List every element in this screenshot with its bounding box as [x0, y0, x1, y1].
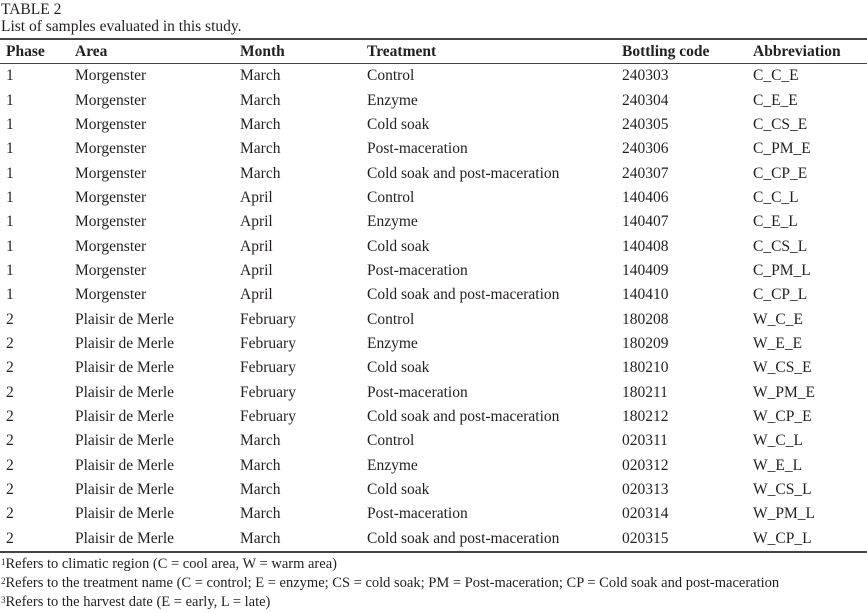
- table-row: [0, 64, 867, 89]
- cell-month: March: [240, 505, 281, 523]
- cell-area: Plaisir de Merle: [75, 432, 175, 450]
- table-row: [0, 210, 867, 234]
- col-header-month: Month: [240, 42, 285, 60]
- table-row: [0, 527, 867, 552]
- cell-treatment: Cold soak and post-maceration: [367, 407, 560, 425]
- cell-phase: 2: [6, 334, 14, 352]
- table-row: [0, 502, 867, 526]
- cell-bottling-code: 020315: [622, 529, 669, 547]
- cell-area: Plaisir de Merle: [75, 529, 175, 547]
- cell-phase: 2: [6, 481, 14, 499]
- cell-bottling-code: 180212: [622, 407, 669, 425]
- cell-phase: 1: [6, 140, 14, 158]
- cell-phase: 2: [6, 310, 14, 328]
- cell-abbreviation: W_CS_L: [753, 481, 812, 499]
- cell-phase: 1: [6, 67, 14, 85]
- cell-area: Plaisir de Merle: [75, 505, 175, 523]
- footnote: [1, 593, 270, 612]
- table-row: [0, 380, 867, 404]
- table-row: [0, 429, 867, 453]
- cell-abbreviation: W_CS_E: [753, 359, 812, 377]
- cell-phase: 1: [6, 91, 14, 109]
- table-row: [0, 113, 867, 137]
- table-row: [0, 454, 867, 478]
- cell-bottling-code: 240304: [622, 91, 669, 109]
- cell-bottling-code: 140410: [622, 286, 669, 304]
- table-title: TABLE 2: [1, 1, 62, 18]
- cell-abbreviation: W_E_E: [753, 334, 803, 352]
- cell-abbreviation: C_CP_L: [753, 286, 808, 304]
- cell-treatment: Post-maceration: [367, 383, 468, 401]
- table-row: [0, 186, 867, 210]
- table-row: [0, 137, 867, 161]
- cell-bottling-code: 240306: [622, 140, 669, 158]
- cell-phase: 1: [6, 188, 14, 206]
- cell-bottling-code: 140408: [622, 237, 669, 255]
- cell-abbreviation: W_PM_E: [753, 383, 815, 401]
- cell-abbreviation: W_CP_E: [753, 407, 812, 425]
- cell-month: February: [240, 407, 296, 425]
- table-row: [0, 161, 867, 185]
- cell-treatment: Cold soak: [367, 237, 430, 255]
- cell-treatment: Cold soak: [367, 115, 430, 133]
- cell-bottling-code: 140407: [622, 213, 669, 231]
- cell-area: Morgenster: [75, 67, 147, 85]
- cell-month: March: [240, 91, 281, 109]
- cell-month: February: [240, 383, 296, 401]
- cell-bottling-code: 180210: [622, 359, 669, 377]
- cell-phase: 1: [6, 115, 14, 133]
- cell-area: Morgenster: [75, 213, 147, 231]
- footnote: [1, 574, 779, 593]
- table-row: [0, 259, 867, 283]
- cell-abbreviation: W_C_E: [753, 310, 803, 328]
- cell-area: Morgenster: [75, 140, 147, 158]
- cell-area: Plaisir de Merle: [75, 359, 175, 377]
- col-header-area: Area: [75, 42, 108, 60]
- cell-month: April: [240, 261, 273, 279]
- cell-bottling-code: 140409: [622, 261, 669, 279]
- cell-area: Plaisir de Merle: [75, 334, 175, 352]
- cell-treatment: Post-maceration: [367, 140, 468, 158]
- cell-phase: 1: [6, 237, 14, 255]
- cell-area: Plaisir de Merle: [75, 383, 175, 401]
- cell-month: March: [240, 481, 281, 499]
- cell-phase: 2: [6, 529, 14, 547]
- cell-area: Plaisir de Merle: [75, 407, 175, 425]
- cell-area: Morgenster: [75, 261, 147, 279]
- footnote-text: Refers to climatic region (C = cool area, W = warm area): [5, 556, 337, 572]
- cell-treatment: Control: [367, 432, 415, 450]
- cell-month: March: [240, 115, 281, 133]
- cell-abbreviation: C_CS_E: [753, 115, 808, 133]
- cell-bottling-code: 180208: [622, 310, 669, 328]
- cell-phase: 1: [6, 286, 14, 304]
- cell-abbreviation: W_C_L: [753, 432, 803, 450]
- cell-phase: 1: [6, 261, 14, 279]
- cell-phase: 1: [6, 213, 14, 231]
- footnote-text: Refers to the harvest date (E = early, L = late): [5, 594, 271, 610]
- cell-area: Morgenster: [75, 91, 147, 109]
- cell-bottling-code: 180211: [622, 383, 668, 401]
- cell-treatment: Cold soak and post-maceration: [367, 286, 560, 304]
- cell-month: April: [240, 237, 273, 255]
- cell-month: April: [240, 188, 273, 206]
- cell-area: Morgenster: [75, 286, 147, 304]
- cell-abbreviation: C_E_E: [753, 91, 798, 109]
- cell-phase: 2: [6, 383, 14, 401]
- table-row: [0, 356, 867, 380]
- cell-area: Morgenster: [75, 115, 147, 133]
- cell-month: April: [240, 286, 273, 304]
- cell-month: March: [240, 456, 281, 474]
- table-row: [0, 405, 867, 429]
- cell-area: Morgenster: [75, 237, 147, 255]
- header-row: [0, 39, 867, 64]
- cell-abbreviation: W_PM_L: [753, 505, 815, 523]
- cell-area: Morgenster: [75, 188, 147, 206]
- cell-treatment: Cold soak: [367, 359, 430, 377]
- table-row: [0, 234, 867, 258]
- cell-abbreviation: C_C_E: [753, 67, 799, 85]
- cell-abbreviation: C_CS_L: [753, 237, 808, 255]
- cell-phase: 2: [6, 505, 14, 523]
- cell-area: Plaisir de Merle: [75, 481, 175, 499]
- col-header-bottling-code: Bottling code: [622, 42, 710, 60]
- cell-treatment: Cold soak: [367, 481, 430, 499]
- cell-abbreviation: W_E_L: [753, 456, 803, 474]
- cell-month: March: [240, 67, 281, 85]
- cell-treatment: Enzyme: [367, 334, 418, 352]
- table-row: [0, 88, 867, 112]
- cell-bottling-code: 140406: [622, 188, 669, 206]
- cell-area: Plaisir de Merle: [75, 310, 175, 328]
- cell-treatment: Enzyme: [367, 91, 418, 109]
- cell-month: March: [240, 164, 281, 182]
- cell-abbreviation: C_CP_E: [753, 164, 808, 182]
- cell-bottling-code: 240303: [622, 67, 669, 85]
- cell-area: Plaisir de Merle: [75, 456, 175, 474]
- samples-table: [0, 38, 867, 553]
- cell-treatment: Cold soak and post-maceration: [367, 164, 560, 182]
- cell-bottling-code: 020313: [622, 481, 669, 499]
- footnote-mark: 3: [1, 595, 6, 605]
- cell-phase: 2: [6, 359, 14, 377]
- footnote: [1, 555, 337, 574]
- table-row: [0, 283, 867, 307]
- cell-treatment: Post-maceration: [367, 505, 468, 523]
- footnote-mark: 2: [1, 576, 6, 586]
- cell-treatment: Control: [367, 67, 415, 85]
- col-header-treatment: Treatment: [367, 42, 437, 60]
- table-caption: List of samples evaluated in this study.: [1, 18, 242, 35]
- cell-phase: 1: [6, 164, 14, 182]
- cell-phase: 2: [6, 432, 14, 450]
- cell-month: February: [240, 359, 296, 377]
- cell-bottling-code: 240305: [622, 115, 669, 133]
- cell-abbreviation: C_PM_E: [753, 140, 811, 158]
- footnote-text: Refers to the treatment name (C = control; E = enzyme; CS = cold soak; PM = Post-maceration; CP = Cold soak and post-maceration: [5, 575, 780, 591]
- cell-treatment: Control: [367, 310, 415, 328]
- cell-treatment: Enzyme: [367, 456, 418, 474]
- cell-abbreviation: C_PM_L: [753, 261, 811, 279]
- col-header-abbreviation: Abbreviation: [753, 42, 841, 60]
- cell-area: Morgenster: [75, 164, 147, 182]
- cell-treatment: Enzyme: [367, 213, 418, 231]
- table-row: [0, 307, 867, 331]
- footnote-mark: 1: [1, 557, 6, 567]
- cell-month: March: [240, 140, 281, 158]
- cell-phase: 2: [6, 407, 14, 425]
- cell-month: February: [240, 334, 296, 352]
- cell-bottling-code: 240307: [622, 164, 669, 182]
- cell-month: April: [240, 213, 273, 231]
- cell-phase: 2: [6, 456, 14, 474]
- cell-treatment: Cold soak and post-maceration: [367, 529, 560, 547]
- cell-abbreviation: W_CP_L: [753, 529, 812, 547]
- cell-bottling-code: 020312: [622, 456, 669, 474]
- cell-bottling-code: 020311: [622, 432, 668, 450]
- cell-month: February: [240, 310, 296, 328]
- table-row: [0, 478, 867, 502]
- cell-bottling-code: 020314: [622, 505, 669, 523]
- col-header-phase: Phase: [6, 42, 45, 60]
- cell-treatment: Control: [367, 188, 415, 206]
- cell-abbreviation: C_C_L: [753, 188, 799, 206]
- cell-month: March: [240, 529, 281, 547]
- cell-abbreviation: C_E_L: [753, 213, 798, 231]
- cell-month: March: [240, 432, 281, 450]
- cell-treatment: Post-maceration: [367, 261, 468, 279]
- table-row: [0, 332, 867, 356]
- cell-bottling-code: 180209: [622, 334, 669, 352]
